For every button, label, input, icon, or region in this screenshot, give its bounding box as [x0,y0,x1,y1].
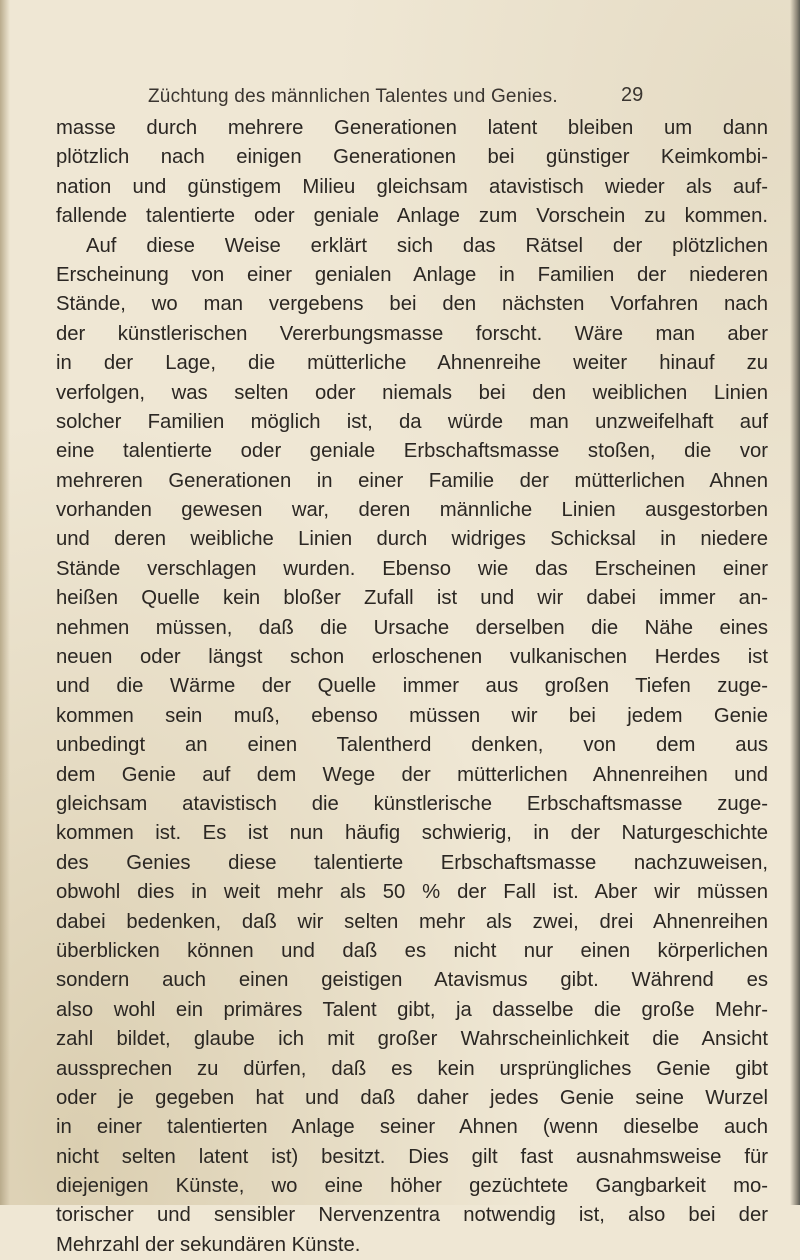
text-line: Stände verschlagen wurden. Ebenso wie das Erscheinen einer [56,557,768,580]
text-line: in einer talentierten Anlage seiner Ahnen (wenn dieselbe auch [56,1116,768,1139]
text-line: oder je gegeben hat und daß daher jedes Genie seine Wurzel [56,1086,768,1109]
text-line: verfolgen, was selten oder niemals bei den weiblichen Linien [56,381,768,404]
text-line: also wohl ein primäres Talent gibt, ja dasselbe die große Mehr- [56,998,768,1021]
page-left-edge-shadow [0,0,10,1205]
text-line: plötzlich nach einigen Generationen bei günstiger Keimkombi- [56,146,768,169]
body-text [56,114,768,1260]
running-title: Züchtung des männlichen Talentes und Genies. [148,86,558,107]
text-line: des Genies diese talentierte Erbschaftsmasse nachzuweisen, [56,851,768,874]
text-line: solcher Familien möglich ist, da würde man unzweifelhaft auf [56,410,768,433]
text-line: eine talentierte oder geniale Erbschaftsmasse stoßen, die vor [56,440,768,463]
text-line: torischer und sensibler Nervenzentra notwendig ist, also bei der [56,1204,768,1227]
text-line: und deren weibliche Linien durch widriges Schicksal in niedere [56,528,768,551]
text-line: nicht selten latent ist) besitzt. Dies gilt fast ausnahmsweise für [56,1145,768,1168]
text-line: Auf diese Weise erklärt sich das Rätsel der plötzlichen [86,234,768,257]
text-line: in der Lage, die mütterliche Ahnenreihe weiter hinauf zu [56,352,768,375]
text-line: gleichsam atavistisch die künstlerische Erbschaftsmasse zuge- [56,792,768,815]
page-number: 29 [621,84,644,106]
text-line: und die Wärme der Quelle immer aus großen Tiefen zuge- [56,675,768,698]
text-line: mehreren Generationen in einer Familie der mütterlichen Ahnen [56,469,768,492]
text-line: unbedingt an einen Talentherd denken, von dem aus [56,734,768,757]
text-line: obwohl dies in weit mehr als 50 % der Fall ist. Aber wir müssen [56,881,768,904]
page-right-edge-shadow [790,0,800,1205]
text-line: nehmen müssen, daß die Ursache derselben die Nähe eines [56,616,768,639]
text-line: fallende talentierte oder geniale Anlage zum Vorschein zu kommen. [56,205,768,228]
text-line: zahl bildet, glaube ich mit großer Wahrscheinlichkeit die Ansicht [56,1028,768,1051]
text-line: Mehrzahl der sekundären Künste. [56,1233,361,1256]
text-line: aussprechen zu dürfen, daß es kein ursprüngliches Genie gibt [56,1057,768,1080]
text-line: Stände, wo man vergebens bei den nächsten Vorfahren nach [56,293,768,316]
text-line: dabei bedenken, daß wir selten mehr als zwei, drei Ahnenreihen [56,910,768,933]
text-line: der künstlerischen Vererbungsmasse forscht. Wäre man aber [56,322,768,345]
text-line: kommen sein muß, ebenso müssen wir bei jedem Genie [56,704,768,727]
text-line: überblicken können und daß es nicht nur einen körperlichen [56,939,768,962]
text-line: sondern auch einen geistigen Atavismus gibt. Während es [56,969,768,992]
text-line: dem Genie auf dem Wege der mütterlichen Ahnenreihen und [56,763,768,786]
text-line: vorhanden gewesen war, deren männliche Linien ausgestorben [56,499,768,522]
text-line: diejenigen Künste, wo eine höher gezüchtete Gangbarkeit mo- [56,1175,768,1198]
text-line: heißen Quelle kein bloßer Zufall ist und wir dabei immer an- [56,587,768,610]
text-line: kommen ist. Es ist nun häufig schwierig, in der Naturgeschichte [56,822,768,845]
text-line: neuen oder längst schon erloschenen vulkanischen Herdes ist [56,646,768,669]
text-line: masse durch mehrere Generationen latent bleiben um dann [56,117,768,139]
text-line: nation und günstigem Milieu gleichsam atavistisch wieder als auf- [56,175,768,198]
text-line: Erscheinung von einer genialen Anlage in Familien der niederen [56,263,768,286]
